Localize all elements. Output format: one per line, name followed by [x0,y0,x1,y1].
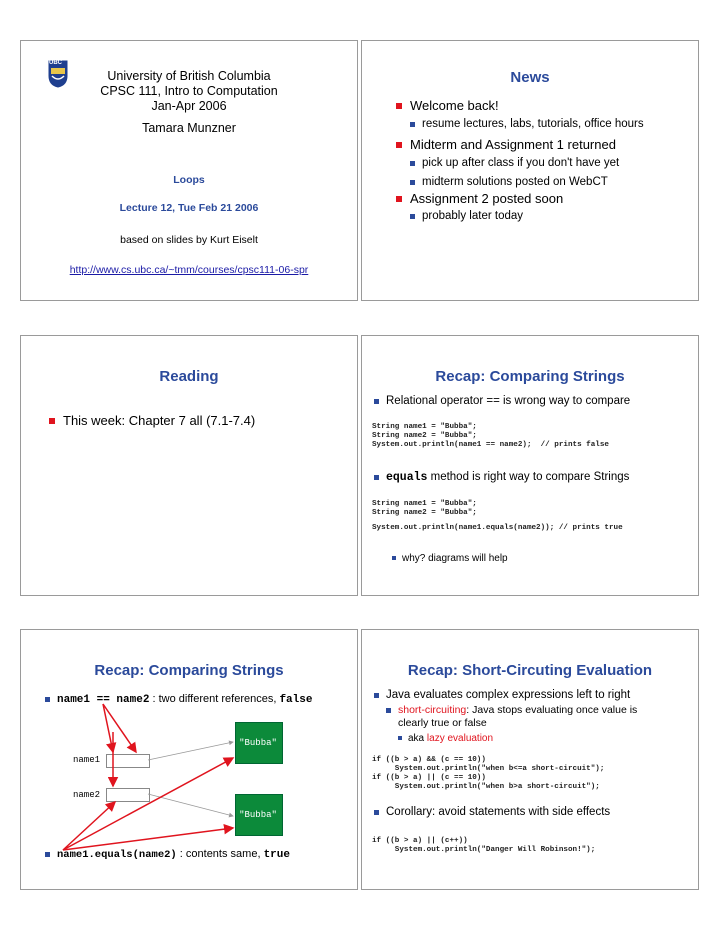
bullet: Welcome back! [410,98,499,113]
slide-reading [20,335,358,596]
slide-comparing-strings-diagram [20,629,358,890]
code-block: if ((b > a) || (c++)) System.out.println("Danger Will Robinson!"); [372,837,596,854]
sub-bullet: resume lectures, labs, tutorials, office hours [422,118,644,130]
code-inline: equals [386,471,428,484]
slide-title [20,40,358,301]
bullet: Assignment 2 posted soon [410,191,564,206]
bullet: Corollary: avoid statements with side effects [386,806,611,818]
sub-bullet: midterm solutions posted on WebCT [422,176,608,188]
term-line: Jan-Apr 2006 [151,99,227,113]
string-value-2: "Bubba" [239,810,277,820]
bullet: This week: Chapter 7 all (7.1-7.4) [63,413,256,428]
code-inline: false [279,694,313,706]
bullet-text: : Java stops evaluating once value is [466,704,638,716]
code-block: System.out.println(name1.equals(name2)); // prints true [372,524,623,532]
code-block: String name1 = "Bubba"; String name2 = "Bubba"; [372,500,477,517]
code-block: String name1 = "Bubba"; String name2 = "Bubba"; System.out.println(name1 == name2); // prints false [372,423,609,449]
bullet-text: : two different references, [149,693,280,705]
sub-bullet: probably later today [422,210,524,222]
term-highlight: short-circuiting [398,704,467,716]
bullet-text: : contents same, [176,848,264,860]
course-url-link[interactable]: http://www.cs.ubc.ca/~tmm/courses/cpsc111-06-spr [69,264,309,276]
bullet: Relational operator == is wrong way to compare [386,395,631,407]
bullet: Java evaluates complex expressions left to right [386,689,631,701]
slide-news [361,40,699,301]
sub-sub-bullet [408,733,493,744]
bullet-text: clearly true or false [398,717,487,729]
sub-bullet: why? diagrams will help [402,553,508,564]
course-line: CPSC 111, Intro to Computation [100,84,278,98]
topic: Loops [173,174,205,186]
university-line: University of British Columbia [107,69,271,83]
slide-comparing-strings [361,335,699,596]
logo-text: UBC [49,60,62,66]
slide-title-reading: Reading [159,368,219,385]
code-inline: name1.equals(name2) [57,849,177,861]
string-value-1: "Bubba" [239,738,277,748]
credit: based on slides by Kurt Eiselt [120,234,258,246]
slide-title-news: News [510,69,550,86]
bullet-text: method is right way to compare Strings [427,471,630,483]
sub-bullet [398,704,637,730]
author: Tamara Munzner [142,121,236,135]
var-label-name2: name2 [73,790,101,800]
lecture-date: Lecture 12, Tue Feb 21 2006 [119,202,259,214]
sub-bullet: pick up after class if you don't have yet [422,157,620,169]
bullet [386,471,629,484]
slide-short-circuit [361,629,699,890]
code-block: if ((b > a) && (c == 10)) System.out.println("when b<=a short-circuit"); if ((b > a) || (c == 10)) System.out.println("when b>a short-circuit"); [372,756,605,791]
var-label-name1: name1 [73,755,101,765]
term-highlight: lazy evaluation [426,733,494,744]
bullet-text: aka [408,733,427,744]
slide-title-comparing-2: Recap: Comparing Strings [94,662,284,679]
slide-title-short-circuit: Recap: Short-Circuting Evaluation [407,662,653,679]
slide-title-comparing: Recap: Comparing Strings [435,368,625,385]
code-inline: name1 == name2 [57,694,150,706]
code-inline: true [263,849,290,861]
bullet: Midterm and Assignment 1 returned [410,137,616,152]
bullet [57,848,290,861]
